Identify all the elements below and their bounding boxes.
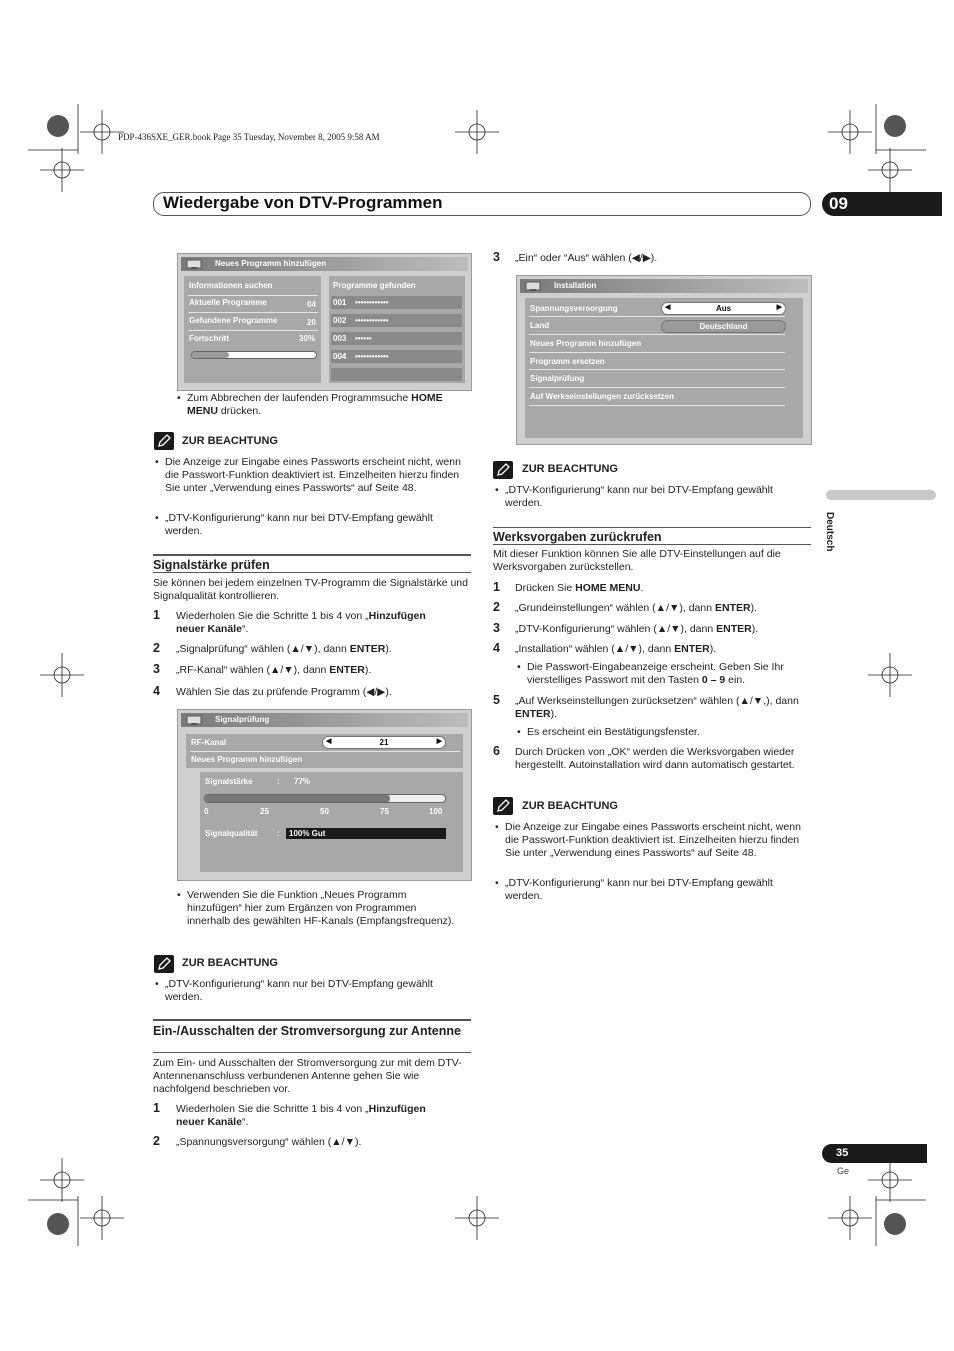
side-tab xyxy=(826,490,936,500)
step-text: „RF-Kanal“ wählen (▲/▼), dann ENTER). xyxy=(176,664,372,676)
right-arrow-icon: ▶ xyxy=(776,304,782,311)
power-selector[interactable]: ◀ Aus ▶ xyxy=(661,302,786,315)
language-label: Deutsch xyxy=(824,512,835,552)
note-bullet: Die Anzeige zur Eingabe eines Passworts erscheint nicht, wenn die Passwort-Funktion deaktiviert ist. Einzelheiten hierzu finden Sie unter „Verwendung eines Passworts“ auf Seite 48. xyxy=(505,821,801,859)
page-number-badge xyxy=(822,1144,927,1163)
screen-title-bar xyxy=(181,257,468,271)
note-bullet: „DTV-Konfigurierung“ kann nur bei DTV-Empfang gewählt werden. xyxy=(505,484,773,509)
found-row-4: 004 •••••••••••• xyxy=(331,350,462,363)
step-bullet: Die Passwort-Eingabeanzeige erscheint. Geben Sie Ihr vierstelliges Passwort mit den Tasten 0 – 9 ein. xyxy=(527,661,784,686)
country-selector[interactable]: Deutschland xyxy=(661,320,786,333)
chapter-number: 09 xyxy=(829,194,848,213)
found-programs-value: 20 xyxy=(307,318,316,327)
section-intro: Sie können bei jedem einzelnen TV-Programm die Signalstärke und Signalqualität kontrollieren. xyxy=(153,577,468,602)
note-bullet: Die Anzeige zur Eingabe eines Passworts erscheint nicht, wenn die Passwort-Funktion deaktiviert ist. Einzelheiten hierzu finden Sie unter „Verwendung eines Passworts“ auf Seite 48. xyxy=(165,456,461,494)
step-number: 1 xyxy=(153,1101,160,1115)
book-info-line: PDP-436SXE_GER.book Page 35 Tuesday, November 8, 2005 9:58 AM xyxy=(118,132,380,142)
step-number: 2 xyxy=(493,600,500,614)
tick-label: 75 xyxy=(380,807,389,816)
screen-title-bar xyxy=(520,279,808,293)
section-intro: Mit dieser Funktion können Sie alle DTV-Einstellungen auf die Werksvorgaben zurückstellen. xyxy=(493,548,781,573)
tick-label: 100 xyxy=(429,807,443,816)
menu-item-power[interactable]: Spannungsversorgung xyxy=(530,304,618,313)
found-programs-label: Gefundene Programme xyxy=(189,316,278,325)
step-number: 4 xyxy=(153,684,160,698)
note-heading: ZUR BEACHTUNG xyxy=(522,800,618,812)
progress-value: 30% xyxy=(299,334,316,343)
step-number: 1 xyxy=(493,580,500,594)
tv-icon xyxy=(185,258,205,270)
screen-title: Neues Programm hinzufügen xyxy=(215,259,327,268)
cancel-search-bullet: Zum Abbrechen der laufenden Programmsuche HOME MENU drücken. xyxy=(187,392,443,417)
tick-label: 50 xyxy=(320,807,329,816)
signal-strength-label: Signalstärke xyxy=(205,777,253,786)
section-heading: Werksvorgaben zurückrufen xyxy=(493,530,662,544)
found-row-2: 002 •••••••••••• xyxy=(331,314,462,327)
step-bullet: Es erscheint ein Bestätigungsfenster. xyxy=(527,726,700,738)
found-programs-header: Programme gefunden xyxy=(333,281,416,290)
screen-title: Signalprüfung xyxy=(215,715,270,724)
step-number: 2 xyxy=(153,641,160,655)
current-programs-value: 04 xyxy=(307,300,316,309)
tick-label: 0 xyxy=(204,807,209,816)
section-heading: Signalstärke prüfen xyxy=(153,558,270,572)
tick-label: 25 xyxy=(260,807,269,816)
note-icon xyxy=(493,797,513,815)
note-bullet: „DTV-Konfigurierung“ kann nur bei DTV-Empfang gewählt werden. xyxy=(165,512,433,537)
found-programs-panel xyxy=(329,276,465,383)
step-number: 2 xyxy=(153,1134,160,1148)
step-number: 3 xyxy=(493,250,500,264)
note-icon xyxy=(493,461,513,479)
step-text: „Signalprüfung“ wählen (▲/▼), dann ENTER). xyxy=(176,643,392,655)
screen-signal-check: Signalprüfung RF-Kanal ◀ 21 ▶ Neues Programm hinzufügen Signalstärke : 77% 0 25 50 75 100 Signalqualität : 100% Gut xyxy=(177,709,472,881)
search-info-header: Informationen suchen xyxy=(189,281,273,290)
note-bullet: „DTV-Konfigurierung“ kann nur bei DTV-Empfang gewählt werden. xyxy=(165,978,433,1003)
screen-title: Installation xyxy=(554,281,597,290)
step-text: „Ein“ oder “Aus“ wählen (◀/▶). xyxy=(515,252,658,264)
note-heading: ZUR BEACHTUNG xyxy=(522,463,618,475)
signal-quality-bar xyxy=(286,828,446,839)
step-text: Drücken Sie HOME MENU. xyxy=(515,582,644,594)
signal-strength-fill xyxy=(205,795,390,802)
menu-item-country[interactable]: Land xyxy=(530,321,550,330)
signal-strength-value: 77% xyxy=(294,777,311,786)
found-row-3: 003 •••••• xyxy=(331,332,462,345)
signal-quality-label: Signalqualität xyxy=(205,829,258,838)
menu-item-signal-check[interactable]: Signalprüfung xyxy=(530,374,585,383)
usage-bullet: Verwenden Sie die Funktion „Neues Programm hinzufügen“ hier zum Ergänzen von Programmen innerhalb des gewählten HF-Kanals (Empfangsfrequenz). xyxy=(187,889,455,927)
new-program-item[interactable]: Neues Programm hinzufügen xyxy=(191,755,303,764)
page-number: 35 xyxy=(836,1147,849,1159)
found-row-empty xyxy=(331,368,462,381)
note-heading: ZUR BEACHTUNG xyxy=(182,957,278,969)
step-text: „Installation“ wählen (▲/▼), dann ENTER). xyxy=(515,643,717,655)
menu-item-new-program[interactable]: Neues Programm hinzufügen xyxy=(530,339,642,348)
left-arrow-icon: ◀ xyxy=(326,738,332,745)
screen-title-bar xyxy=(181,713,468,727)
menu-item-replace-program[interactable]: Programm ersetzen xyxy=(530,357,605,366)
note-heading: ZUR BEACHTUNG xyxy=(182,435,278,447)
section-heading: Ein-/Ausschalten der Stromversorgung zur Antenne xyxy=(153,1024,461,1038)
step-text: Durch Drücken von „OK“ werden die Werksvorgaben wieder hergestellt. Autoinstallation wird dann automatisch gestartet. xyxy=(515,746,795,771)
note-bullet: „DTV-Konfigurierung“ kann nur bei DTV-Empfang gewählt werden. xyxy=(505,877,773,902)
rf-channel-selector[interactable]: ◀ 21 ▶ xyxy=(322,736,446,749)
step-number: 1 xyxy=(153,608,160,622)
step-number: 6 xyxy=(493,744,500,758)
step-text: Wählen Sie das zu prüfende Programm (◀/▶). xyxy=(176,686,392,698)
tv-icon xyxy=(185,714,205,726)
right-arrow-icon: ▶ xyxy=(436,738,442,745)
signal-quality-value: 100% Gut xyxy=(289,829,326,838)
page-title: Wiedergabe von DTV-Programmen xyxy=(163,193,443,212)
note-icon xyxy=(154,955,174,973)
step-text: „Spannungsversorgung“ wählen (▲/▼). xyxy=(176,1136,362,1148)
step-text: Wiederholen Sie die Schritte 1 bis 4 von „Hinzufügen neuer Kanäle“. xyxy=(176,1103,426,1128)
screen-installation xyxy=(516,275,812,445)
tv-icon xyxy=(524,280,544,292)
search-progress-bar xyxy=(191,351,317,359)
screen-new-program xyxy=(177,253,472,391)
left-arrow-icon: ◀ xyxy=(665,304,671,311)
step-number: 5 xyxy=(493,693,500,707)
section-intro: Zum Ein- und Ausschalten der Stromversorgung zur mit dem DTV-Antennenanschluss verbundenen Antenne gehen Sie wie nachfolgend beschrieben vor. xyxy=(153,1057,462,1095)
step-number: 3 xyxy=(493,621,500,635)
step-number: 3 xyxy=(153,662,160,676)
step-text: „Grundeinstellungen“ wählen (▲/▼), dann ENTER). xyxy=(515,602,757,614)
step-text: „DTV-Konfigurierung“ wählen (▲/▼), dann ENTER). xyxy=(515,623,759,635)
signal-strength-bar xyxy=(204,794,446,803)
menu-item-factory-reset[interactable]: Auf Werkseinstellungen zurücksetzen xyxy=(530,392,674,401)
page-language-code: Ge xyxy=(837,1166,850,1176)
note-icon xyxy=(154,432,174,450)
step-text: „Auf Werkseinstellungen zurücksetzen“ wählen (▲/▼,), dann ENTER). xyxy=(515,695,799,720)
installation-menu-panel xyxy=(525,298,803,438)
chapter-badge xyxy=(822,192,942,216)
progress-label: Fortschritt xyxy=(189,334,229,343)
step-number: 4 xyxy=(493,641,500,655)
rf-channel-label: RF-Kanal xyxy=(191,738,227,747)
current-programs-label: Aktuelle Programme xyxy=(189,298,267,307)
search-progress-fill xyxy=(192,352,229,358)
signal-panel xyxy=(200,772,463,872)
step-text: Wiederholen Sie die Schritte 1 bis 4 von „Hinzufügen neuer Kanäle“. xyxy=(176,610,426,635)
found-row-1: 001 •••••••••••• xyxy=(331,296,462,309)
